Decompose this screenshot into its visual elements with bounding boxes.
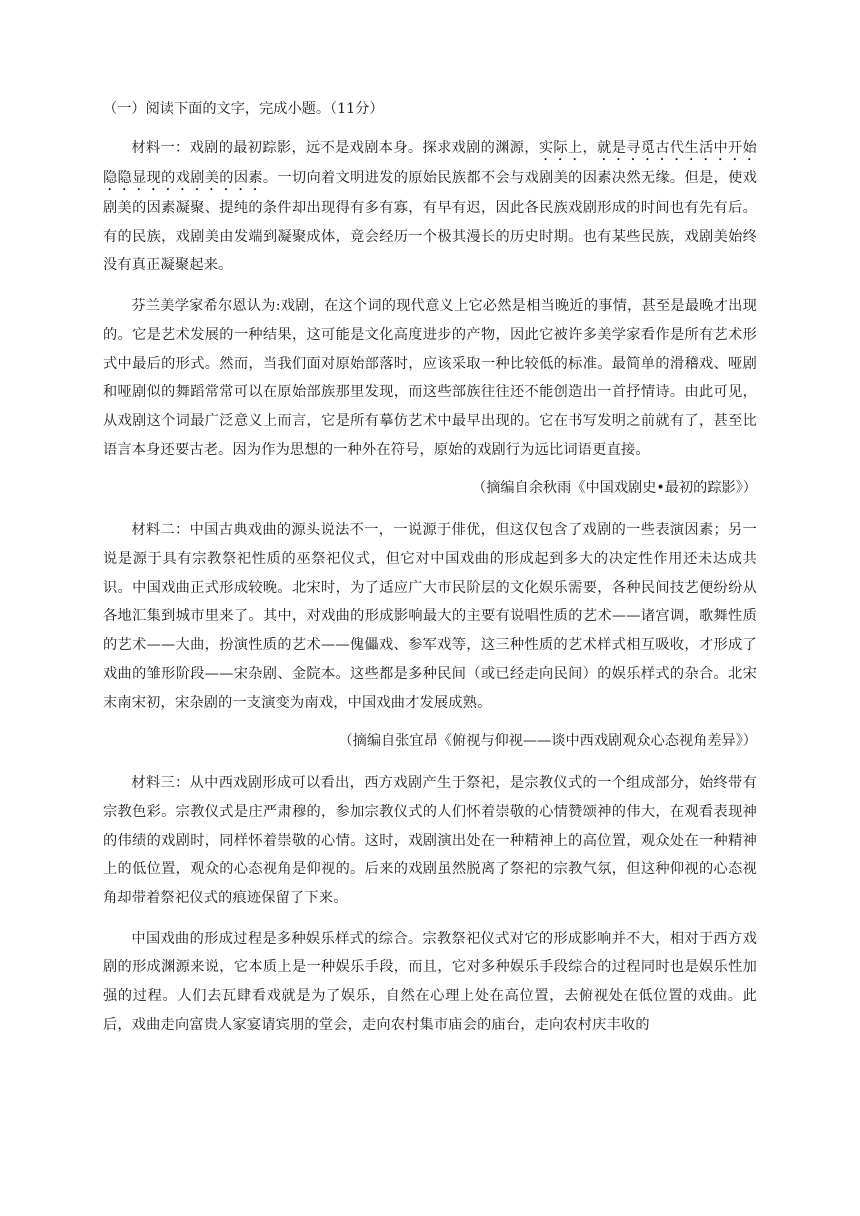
emphasized-text: 就是寻觅古代生活中开始隐隐显现的戏剧美的因素	[103, 140, 758, 186]
material-three	[103, 769, 757, 1039]
question-heading: （一）阅读下面的文字，完成小题。（11分）	[103, 101, 384, 117]
emphasized-text: 实际上	[538, 140, 583, 156]
material-three-paragraph-1: 材料三：从中西戏剧形成可以看出，西方戏剧产生于祭祀，是宗教仪式的一个组成部分，始终带有宗教色彩。宗教仪式是庄严肃穆的，参加宗教仪式的人们怀着崇敬的心情赞颂神的伟大，在观看表现神的伟绩的戏剧时，同样怀着崇敬的心情。这时，戏剧演出处在一种精神上的高位置，观众处在一种精神上的低位置，观众的心态视角是仰视的。后来的戏剧虽然脱离了祭祀的宗教气氛，但这种仰视的心态视角却带着祭祀仪式的痕迹保留了下来。	[103, 775, 757, 907]
paragraph-text: 。一切向着文明进发的原始民族都不会与戏剧美的因素决然无缘。但是，使戏剧美的因素凝聚、提纯的条件却出现得有多有寡，有早有迟，因此各民族戏剧形成的时间也有先有后。有的民族，戏剧美由发端到凝聚成体，竟会经历一个极其漫长的历史时期。也有某些民族，戏剧美始终没有真正凝聚起来。	[103, 170, 757, 274]
paragraph-text: ，	[582, 140, 598, 156]
document-page	[103, 98, 757, 1052]
material-one-paragraph-1	[103, 134, 757, 280]
material-three-paragraph-2: 中国戏曲的形成过程是多种娱乐样式的综合。宗教祭祀仪式对它的形成影响并不大，相对于西方戏剧的形成渊源来说，它本质上是一种娱乐手段，而且，它对多种娱乐手段综合的过程同时也是娱乐性加强的过程。人们去瓦肆看戏就是为了娱乐，自然在心理上处在高位置，去俯视处在低位置的戏曲。此后，戏曲走向富贵人家宴请宾朋的堂会，走向农村集市庙会的庙台，走向农村庆丰收的	[103, 930, 757, 1033]
paragraph-text: 材料一：戏剧的最初踪影，远不是戏剧本身。探求戏剧的渊源，	[131, 140, 539, 156]
material-one-paragraph-2: 芬兰美学家希尔恩认为:戏剧，在这个词的现代意义上它必然是相当晚近的事情，甚至是最晚才出现的。它是艺术发展的一种结果，这可能是文化高度进步的产物，因此它被许多美学家看作是所有艺术形式中最后的形式。然而，当我们面对原始部落时，应该采取一种比较低的标准。最简单的滑稽戏、哑剧和哑剧似的舞蹈常常可以在原始部族那里发现，而这些部族往往还不能创造出一首抒情诗。由此可见，从戏剧这个词最广泛意义上而言，它是所有摹仿艺术中最早出现的。它在书写发明之前就有了，甚至比语言本身还要古老。因为作为思想的一种外在符号，原始的戏剧行为远比词语更直接。	[103, 298, 757, 458]
material-two-source: （摘编自张宜昂《俯视与仰视——谈中西戏剧观众心态视角差异》）	[338, 733, 757, 750]
material-one-source: （摘编自余秋雨《中国戏剧史•最初的踪影》）	[471, 480, 757, 497]
material-two-paragraph-1: 材料二：中国古典戏曲的源头说法不一，一说源于俳优，但这仅包含了戏剧的一些表演因素；另一说是源于具有宗教祭祀性质的巫祭祀仪式，但它对中国戏曲的形成起到多大的决定性作用还未达成共识。中国戏曲正式形成较晚。北宋时，为了适应广大市民阶层的文化娱乐需要，各种民间技艺便纷纷从各地汇集到城市里来了。其中，对戏曲的形成影响最大的主要有说唱性质的艺术——诸宫调，歌舞性质的艺术——大曲，扮演性质的艺术——傀儡戏、参军戏等，这三种性质的艺术样式相互吸收，才形成了戏曲的雏形阶段——宋杂剧、金院本。这些都是多种民间（或已经走向民间）的娱乐样式的杂合。北宋末南宋初，宋杂剧的一支演变为南戏，中国戏曲才发展成熟。	[103, 522, 757, 711]
material-two	[103, 516, 757, 753]
material-one	[103, 134, 757, 500]
